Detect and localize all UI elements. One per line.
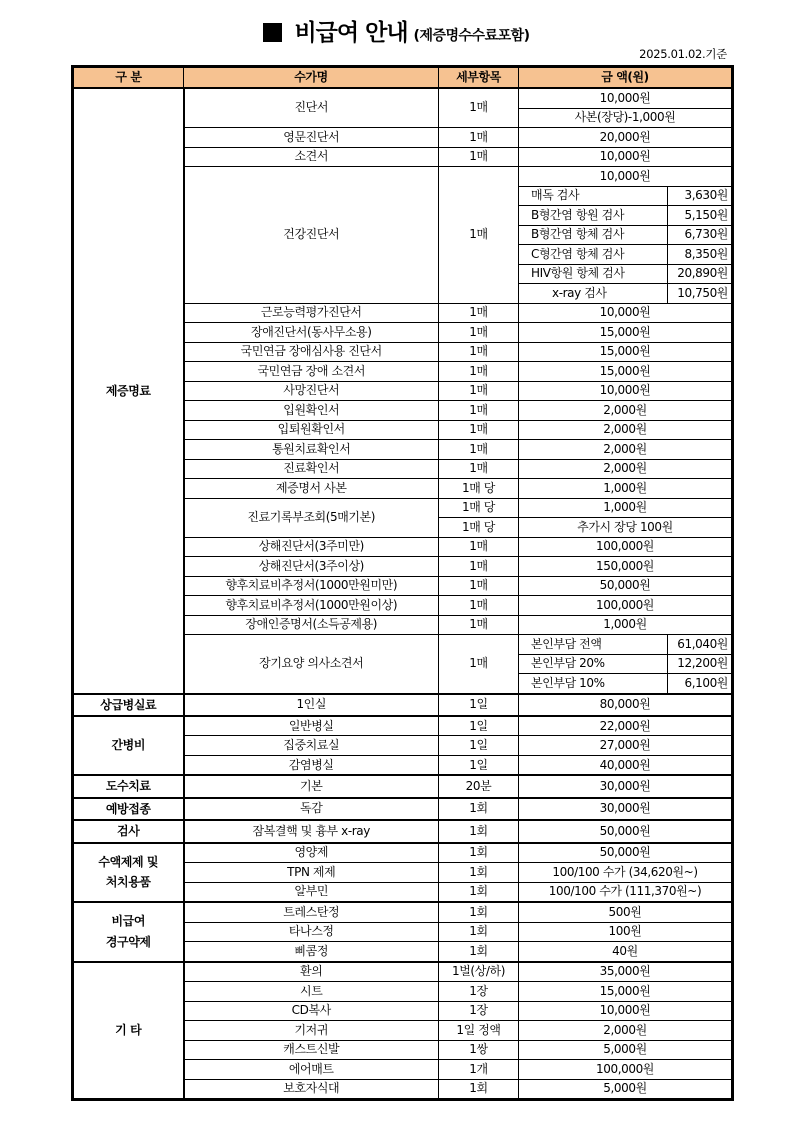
item-name: 장애진단서(동사무소용) [184,323,439,343]
item-amount: 30,000원 [519,775,733,797]
item-unit: 1매 [439,615,519,635]
item-name: 타나스정 [184,922,439,942]
document-title [0,14,793,47]
item-name: 향후치료비추정서(1000만원이상) [184,596,439,616]
item-amount: 35,000원 [519,962,733,982]
category-cert: 제증명료 [73,88,184,694]
item-name: 트레스탄정 [184,902,439,922]
item-name: 영문진단서 [184,128,439,148]
item-name: 근로능력평가진단서 [184,303,439,323]
item-unit: 1매 당 [439,479,519,499]
item-amount: 30,000원 [519,798,733,820]
item-amount: 100,000원 [519,537,733,557]
item-unit: 1매 [439,576,519,596]
item-amount: 추가시 장당 100원 [519,518,733,538]
table-row [73,962,733,982]
item-unit: 1매 [439,537,519,557]
sub-label: C형간염 항체 검사 [519,245,668,265]
sub-label: x-ray 검사 [519,284,668,304]
item-name: 상해진단서(3주미만) [184,537,439,557]
item-name: 건강진단서 [184,167,439,304]
fee-table [71,65,734,1101]
item-amount: 2,000원 [519,1021,733,1041]
item-unit: 1매 [439,557,519,577]
item-name: 잠복결핵 및 흉부 x-ray [184,820,439,842]
item-amount: 15,000원 [519,323,733,343]
item-unit: 1회 [439,843,519,863]
sub-label: B형간염 항원 검사 [519,206,668,226]
item-name: 진단서 [184,88,439,128]
sub-label: 매독 검사 [519,186,668,206]
category-room: 상급병실료 [73,694,184,716]
sub-label: 본인부담 20% [519,654,668,674]
category-nursing: 간병비 [73,716,184,776]
item-amount: 15,000원 [519,982,733,1002]
item-name: 입퇴원확인서 [184,420,439,440]
item-amount: 10,000원 [519,303,733,323]
category-fluids-line1: 수액제제 및 [98,854,159,869]
title-text: 비급여 안내 [294,20,408,46]
item-unit: 1매 [439,420,519,440]
item-amount: 50,000원 [519,820,733,842]
table-row [73,88,733,108]
item-unit: 1매 [439,596,519,616]
header-amount: 금 액(원) [519,67,733,89]
sub-price: 20,890원 [668,264,733,284]
category-oral-line2: 경구약제 [105,934,151,949]
table-row [73,798,733,820]
item-unit: 1회 [439,922,519,942]
category-fluids [73,843,184,903]
item-unit: 1매 [439,342,519,362]
item-unit: 1회 [439,863,519,883]
item-amount: 100원 [519,922,733,942]
reference-date: 2025.01.02.기준 [639,47,727,61]
item-unit: 1개 [439,1060,519,1080]
item-name: TPN 제제 [184,863,439,883]
item-unit: 1매 [439,440,519,460]
item-name: 진료확인서 [184,459,439,479]
item-name: 1인실 [184,694,439,716]
item-unit: 1일 [439,755,519,775]
item-name: 사망진단서 [184,381,439,401]
item-amount: 100,000원 [519,596,733,616]
item-name: 장기요양 의사소견서 [184,635,439,694]
item-name: 진료기록부조회(5매기본) [184,498,439,537]
category-oral-line1: 비급여 [111,914,146,929]
table-row [73,694,733,716]
item-amount: 5,000원 [519,1040,733,1060]
item-unit: 1회 [439,798,519,820]
item-amount: 10,000원 [519,167,733,187]
item-unit: 1회 [439,820,519,842]
item-amount: 1,000원 [519,479,733,499]
item-unit: 1매 [439,147,519,167]
item-amount: 2,000원 [519,440,733,460]
item-name: 환의 [184,962,439,982]
sub-price: 5,150원 [668,206,733,226]
item-unit: 1매 [439,303,519,323]
item-amount: 27,000원 [519,736,733,756]
item-unit: 1장 [439,1001,519,1021]
title-subtitle: (제증명수수료포함) [413,28,530,44]
item-unit: 1회 [439,902,519,922]
item-amount: 1,000원 [519,615,733,635]
item-amount: 50,000원 [519,843,733,863]
item-amount: 15,000원 [519,362,733,382]
sub-price: 6,730원 [668,225,733,245]
item-name: 일반병실 [184,716,439,736]
item-unit: 1매 당 [439,498,519,518]
item-name: 기본 [184,775,439,797]
item-amount: 150,000원 [519,557,733,577]
table-row [73,820,733,842]
item-amount: 80,000원 [519,694,733,716]
category-exam: 검사 [73,820,184,842]
item-name: 에어매트 [184,1060,439,1080]
sub-price: 61,040원 [668,635,733,655]
category-fluids-line2: 처치용품 [105,875,151,890]
item-amount: 2,000원 [519,420,733,440]
table-row [73,716,733,736]
item-name: CD복사 [184,1001,439,1021]
item-name: 입원확인서 [184,401,439,421]
table-row [73,843,733,863]
table-row [73,902,733,922]
item-name: 독감 [184,798,439,820]
item-name: 보호자식대 [184,1079,439,1100]
category-vaccine: 예방접종 [73,798,184,820]
item-unit: 1일 [439,716,519,736]
sub-label: 본인부담 10% [519,674,668,694]
sub-price: 12,200원 [668,654,733,674]
sub-label: B형간염 항체 검사 [519,225,668,245]
item-amount: 100/100 수가 (34,620원~) [519,863,733,883]
item-unit: 1쌍 [439,1040,519,1060]
item-unit: 1매 [439,88,519,128]
item-amount: 100,000원 [519,1060,733,1080]
item-name: 알부민 [184,882,439,902]
item-unit: 1매 당 [439,518,519,538]
item-name: 시트 [184,982,439,1002]
item-name: 상해진단서(3주이상) [184,557,439,577]
item-unit: 1장 [439,982,519,1002]
item-unit: 1일 정액 [439,1021,519,1041]
item-unit: 1매 [439,128,519,148]
item-unit: 1매 [439,323,519,343]
black-square-icon [263,23,282,42]
item-amount: 500원 [519,902,733,922]
sub-price: 8,350원 [668,245,733,265]
item-unit: 1회 [439,942,519,962]
item-unit: 1회 [439,882,519,902]
sub-price: 3,630원 [668,186,733,206]
item-amount: 40원 [519,942,733,962]
item-name: 기저귀 [184,1021,439,1041]
item-amount: 1,000원 [519,498,733,518]
item-amount: 22,000원 [519,716,733,736]
item-name: 소견서 [184,147,439,167]
item-name: 국민연금 장애 소견서 [184,362,439,382]
item-amount: 50,000원 [519,576,733,596]
sub-price: 6,100원 [668,674,733,694]
item-name: 캐스트신발 [184,1040,439,1060]
item-name: 제증명서 사본 [184,479,439,499]
item-unit: 1매 [439,381,519,401]
item-name: 집중치료실 [184,736,439,756]
item-unit: 1회 [439,1079,519,1100]
item-name: 감염병실 [184,755,439,775]
category-oral [73,902,184,962]
item-unit: 1매 [439,167,519,304]
item-unit: 1벌(상/하) [439,962,519,982]
item-unit: 1일 [439,694,519,716]
item-amount: 20,000원 [519,128,733,148]
item-name: 향후치료비추정서(1000만원미만) [184,576,439,596]
item-amount: 사본(장당)-1,000원 [519,108,733,128]
header-category: 구 분 [73,67,184,89]
item-name: 통원치료확인서 [184,440,439,460]
item-unit: 20분 [439,775,519,797]
header-row [73,67,733,89]
item-amount: 5,000원 [519,1079,733,1100]
sub-label: 본인부담 전액 [519,635,668,655]
category-etc: 기 타 [73,962,184,1100]
item-name: 영양제 [184,843,439,863]
item-unit: 1매 [439,362,519,382]
item-amount: 10,000원 [519,88,733,108]
item-name: 삐콤정 [184,942,439,962]
item-name: 장애인증명서(소득공제용) [184,615,439,635]
item-amount: 100/100 수가 (111,370원~) [519,882,733,902]
item-unit: 1매 [439,459,519,479]
item-amount: 2,000원 [519,401,733,421]
item-unit: 1일 [439,736,519,756]
item-amount: 15,000원 [519,342,733,362]
header-detail: 세부항목 [439,67,519,89]
sub-label: HIV항원 항체 검사 [519,264,668,284]
item-amount: 10,000원 [519,147,733,167]
item-unit: 1매 [439,635,519,694]
category-manual: 도수치료 [73,775,184,797]
table-row [73,775,733,797]
item-name: 국민연금 장애심사용 진단서 [184,342,439,362]
item-amount: 10,000원 [519,1001,733,1021]
sub-price: 10,750원 [668,284,733,304]
item-amount: 2,000원 [519,459,733,479]
item-amount: 10,000원 [519,381,733,401]
header-item: 수가명 [184,67,439,89]
item-amount: 40,000원 [519,755,733,775]
item-unit: 1매 [439,401,519,421]
